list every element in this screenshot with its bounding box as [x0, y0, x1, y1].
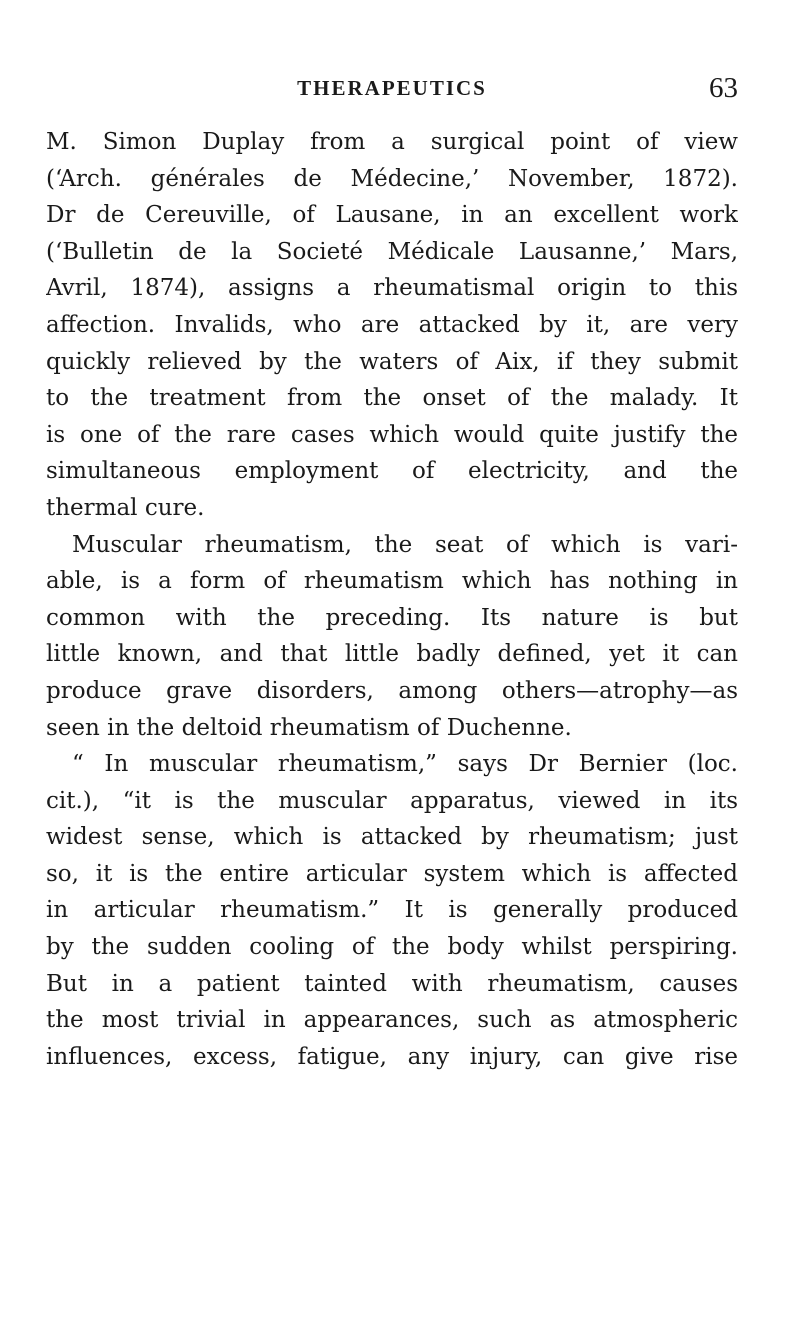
- text-line: in articular rheumatism.” It is generally produced: [46, 897, 738, 924]
- text-line: to the treatment from the onset of the malady. It: [46, 385, 738, 412]
- text-line: so, it is the entire articular system which is affected: [46, 860, 738, 887]
- text-line: by the sudden cooling of the body whilst perspiring.: [46, 934, 738, 961]
- text-line: little known, and that little badly defined, yet it can: [46, 641, 738, 668]
- text-line: produce grave disorders, among others—atrophy—as: [46, 677, 738, 704]
- text-line: thermal cure.: [46, 494, 205, 521]
- body-text: [46, 124, 738, 1075]
- text-line: (‘Bulletin de la Societé Médicale Lausanne,’ Mars,: [46, 238, 738, 265]
- text-line: influences, excess, fatigue, any injury, can give rise: [46, 1043, 738, 1070]
- text-line: Dr de Cereuville, of Lausane, in an excellent work: [46, 202, 738, 229]
- text-line: quickly relieved by the waters of Aix, if they submit: [46, 348, 738, 375]
- text-line: the most trivial in appearances, such as atmospheric: [46, 1007, 738, 1034]
- text-line: affection. Invalids, who are attacked by it, are very: [46, 311, 738, 338]
- text-line: But in a patient tainted with rheumatism, causes: [46, 970, 738, 997]
- text-line: M. Simon Duplay from a surgical point of view: [46, 129, 738, 155]
- page-header: [46, 72, 738, 116]
- text-line: Avril, 1874), assigns a rheumatismal origin to this: [46, 275, 738, 302]
- text-line: is one of the rare cases which would quite justify the: [46, 421, 738, 448]
- text-line: (‘Arch. générales de Médecine,’ November, 1872).: [46, 165, 738, 192]
- text-line: “ In muscular rheumatism,” says Dr Bernier (loc.: [72, 751, 738, 778]
- text-line: simultaneous employment of electricity, and the: [46, 458, 738, 485]
- text-line: cit.), “it is the muscular apparatus, viewed in its: [46, 787, 738, 814]
- page-number: 63: [709, 72, 738, 104]
- text-line: able, is a form of rheumatism which has nothing in: [46, 568, 738, 595]
- text-line: widest sense, which is attacked by rheumatism; just: [46, 824, 738, 851]
- running-title: THERAPEUTICS: [297, 76, 487, 100]
- text-line: Muscular rheumatism, the seat of which is vari-: [72, 531, 738, 558]
- text-line: common with the preceding. Its nature is but: [46, 604, 738, 631]
- text-line: seen in the deltoid rheumatism of Duchenne.: [46, 714, 572, 741]
